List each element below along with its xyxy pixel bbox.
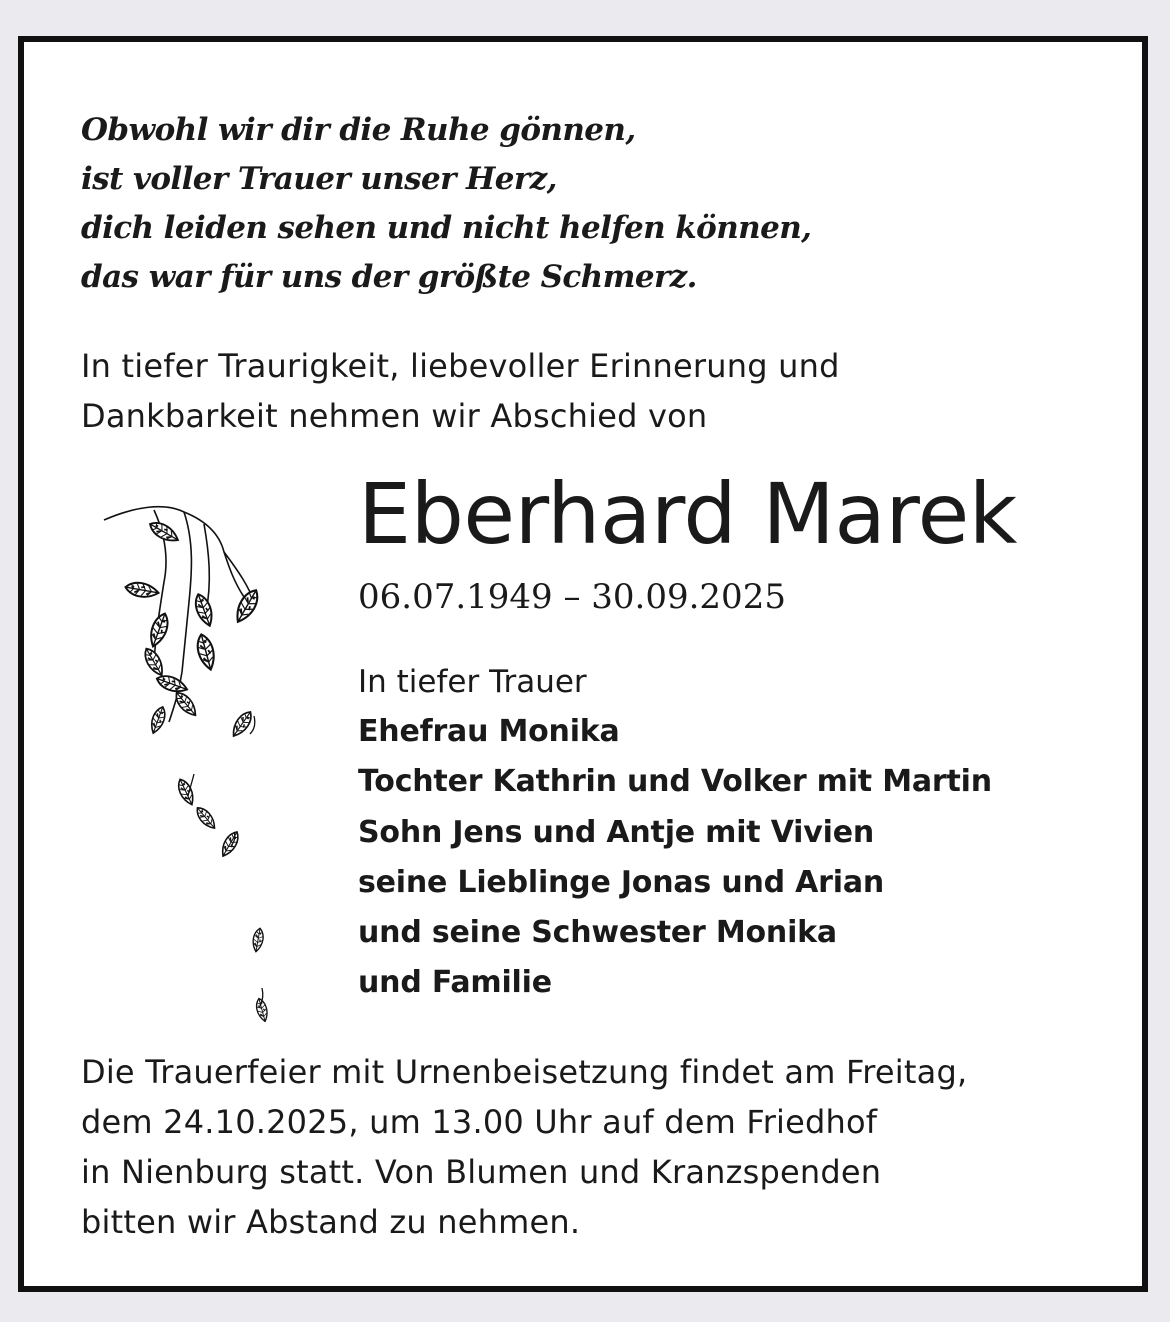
mourner-line: und seine Schwester Monika bbox=[358, 915, 837, 951]
ceremony-line: Die Trauerfeier mit Urnenbeisetzung findet am Freitag, bbox=[81, 1053, 968, 1091]
mourner-line: Sohn Jens und Antje mit Vivien bbox=[358, 814, 875, 850]
leaves bbox=[124, 518, 289, 1022]
deceased-name: Eberhard Marek bbox=[358, 465, 1017, 563]
ceremony-line: in Nienburg statt. Von Blumen und Kranzspenden bbox=[81, 1153, 882, 1191]
verse-line: das war für uns der größte Schmerz. bbox=[81, 259, 697, 295]
verse-line: Obwohl wir dir die Ruhe gönnen, bbox=[81, 112, 636, 148]
intro-line: Dankbarkeit nehmen wir Abschied von bbox=[81, 397, 708, 435]
mourner-line: Tochter Kathrin und Volker mit Martin bbox=[358, 764, 992, 800]
mourners-list bbox=[358, 657, 992, 1008]
farewell-intro bbox=[81, 341, 840, 441]
falling-leaf-stems bbox=[188, 716, 263, 1006]
ceremony-details bbox=[81, 1047, 967, 1247]
mourner-line: Ehefrau Monika bbox=[358, 714, 620, 750]
birch-branch-falling-leaves-icon bbox=[94, 462, 294, 1022]
verse-line: ist voller Trauer unser Herz, bbox=[81, 161, 557, 197]
obituary-notice bbox=[18, 36, 1148, 1292]
life-dates: 06.07.1949 – 30.09.2025 bbox=[358, 577, 786, 617]
mourner-line: seine Lieblinge Jonas und Arian bbox=[358, 864, 885, 900]
intro-line: In tiefer Traurigkeit, liebevoller Erinnerung und bbox=[81, 347, 840, 385]
mourner-line: und Familie bbox=[358, 965, 552, 1001]
ceremony-line: bitten wir Abstand zu nehmen. bbox=[81, 1203, 581, 1241]
memorial-verse bbox=[81, 106, 811, 302]
mourners-intro: In tiefer Trauer bbox=[358, 664, 587, 700]
verse-line: dich leiden sehen und nicht helfen können, bbox=[81, 210, 812, 246]
ceremony-line: dem 24.10.2025, um 13.00 Uhr auf dem Friedhof bbox=[81, 1103, 878, 1141]
